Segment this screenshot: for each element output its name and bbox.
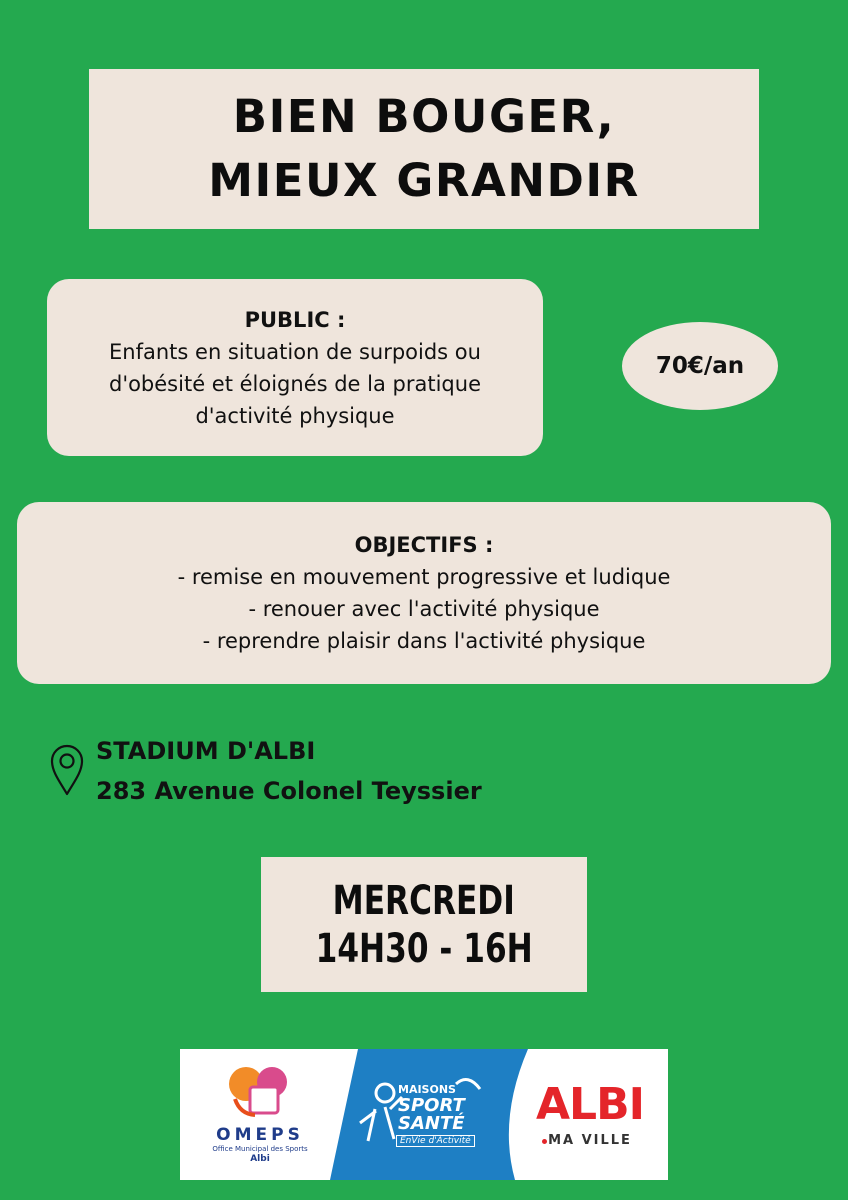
schedule-hours: 14H30 - 16H [315,925,533,972]
public-heading: PUBLIC : [244,307,346,332]
albi-logo-word: ALBI [536,1079,644,1130]
public-line: d'activité physique [195,403,395,428]
objective-item: - reprendre plaisir dans l'activité physique [202,629,646,653]
mss-line-3: SANTÉ [398,1113,465,1134]
location-address: 283 Avenue Colonel Teyssier [96,777,482,805]
price-badge [622,322,778,410]
omeps-city: Albi [250,1154,270,1164]
title-line-2: MIEUX GRANDIR [208,154,640,207]
omeps-emblem [229,1067,287,1115]
objectives-heading: OBJECTIFS : [354,533,494,557]
price-label: 70€/an [655,353,745,379]
location-name: STADIUM D'ALBI [96,737,316,765]
map-pin-icon [50,744,84,796]
title-line-1: BIEN BOUGER, [232,90,616,143]
objectives-panel [17,502,831,684]
schedule-day: MERCREDI [332,877,516,924]
mss-line-2: SPORT [398,1095,465,1116]
public-line: Enfants en situation de surpoids ou [109,339,481,364]
partner-logos-strip [180,1049,668,1180]
schedule-panel [261,857,587,992]
albi-logo-sub: MA VILLE [548,1133,632,1148]
location-block [50,736,550,816]
title-banner [89,69,759,229]
mss-line-1: MAISONS [398,1083,456,1096]
mss-tagline: EnVie d'Activité [396,1135,475,1147]
omeps-subtitle: Office Municipal des Sports [212,1145,308,1153]
public-panel [47,279,543,456]
objective-item: - renouer avec l'activité physique [248,597,600,621]
omeps-name: OMEPS [216,1125,304,1145]
public-line: d'obésité et éloignés de la pratique [108,371,481,396]
objective-item: - remise en mouvement progressive et ludique [177,565,671,589]
